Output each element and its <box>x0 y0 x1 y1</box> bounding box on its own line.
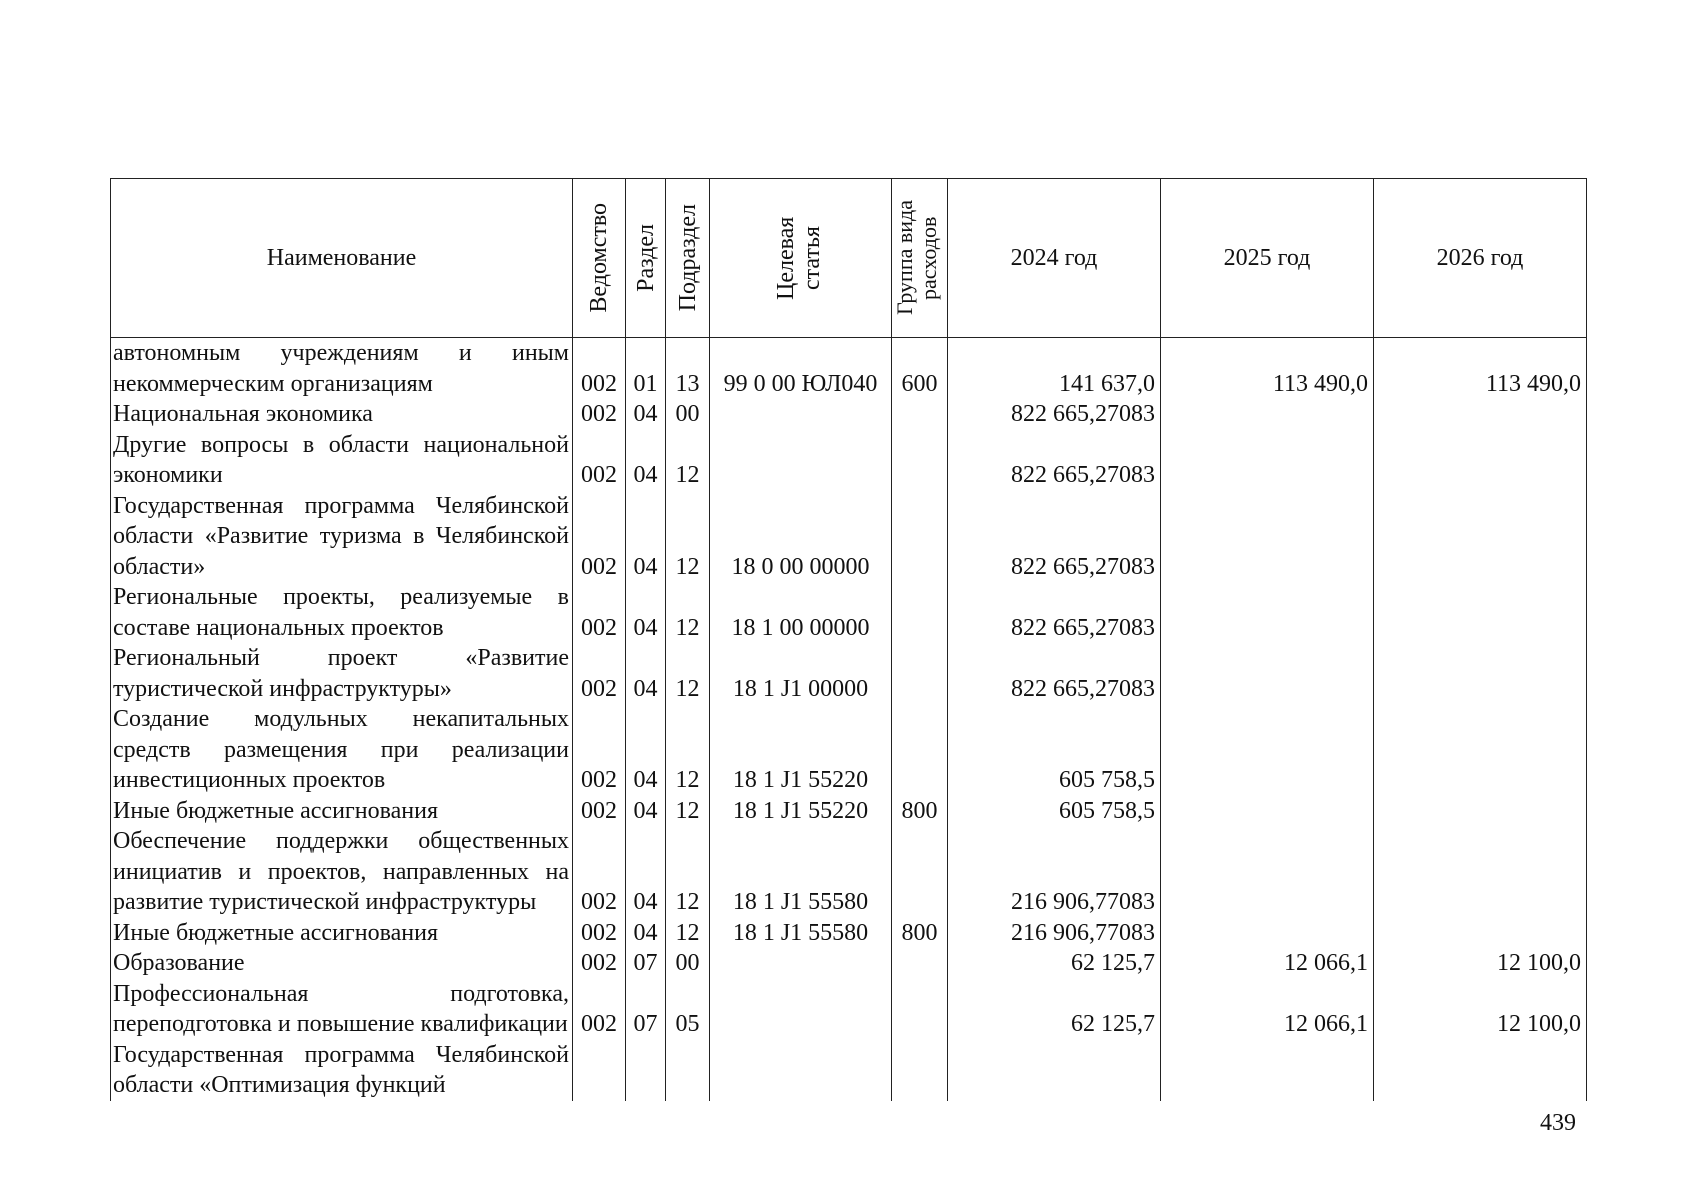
cell-razdel: 04 <box>626 796 666 827</box>
header-gruppa-vida-rashodov: Группа вида расходов <box>892 179 948 338</box>
cell-2025: 12 066,1 <box>1161 979 1374 1040</box>
cell-celevaya-statya: 18 1 J1 00000 <box>710 643 892 704</box>
header-2025: 2025 год <box>1161 179 1374 338</box>
cell-vedomstvo: 002 <box>573 338 626 400</box>
cell-vid-rashodov <box>892 979 948 1040</box>
header-2024: 2024 год <box>948 179 1161 338</box>
table-row <box>111 338 1587 400</box>
cell-vid-rashodov <box>892 826 948 918</box>
cell-vedomstvo: 002 <box>573 826 626 918</box>
cell-2024: 822 665,27083 <box>948 491 1161 583</box>
table-row <box>111 979 1587 1040</box>
cell-2025 <box>1161 430 1374 491</box>
cell-celevaya-statya: 18 0 00 00000 <box>710 491 892 583</box>
cell-vedomstvo: 002 <box>573 643 626 704</box>
cell-2026 <box>1374 430 1587 491</box>
cell-vedomstvo: 002 <box>573 796 626 827</box>
cell-razdel: 04 <box>626 918 666 949</box>
table-row <box>111 796 1587 827</box>
cell-vid-rashodov <box>892 948 948 979</box>
cell-2025 <box>1161 704 1374 796</box>
cell-name: Профессиональная подготовка, переподготовка и повышение квалификации <box>111 979 573 1040</box>
cell-razdel: 04 <box>626 643 666 704</box>
cell-podrazdel: 12 <box>666 582 710 643</box>
cell-2024: 62 125,7 <box>948 979 1161 1040</box>
cell-celevaya-statya: 18 1 J1 55220 <box>710 704 892 796</box>
header-2026: 2026 год <box>1374 179 1587 338</box>
cell-2025 <box>1161 582 1374 643</box>
cell-vedomstvo: 002 <box>573 704 626 796</box>
cell-podrazdel <box>666 1040 710 1101</box>
table-body <box>111 338 1587 1101</box>
table-row <box>111 918 1587 949</box>
cell-podrazdel: 00 <box>666 399 710 430</box>
cell-2026 <box>1374 1040 1587 1101</box>
cell-vedomstvo: 002 <box>573 948 626 979</box>
cell-name: Создание модульных некапитальных средств размещения при реализации инвестиционных проектов <box>111 704 573 796</box>
cell-vid-rashodov: 800 <box>892 796 948 827</box>
cell-razdel: 04 <box>626 826 666 918</box>
cell-razdel: 04 <box>626 704 666 796</box>
cell-2025 <box>1161 918 1374 949</box>
cell-2024: 141 637,0 <box>948 338 1161 400</box>
header-podrazdel: Подраздел <box>666 179 710 338</box>
cell-2026 <box>1374 399 1587 430</box>
table-row <box>111 704 1587 796</box>
cell-podrazdel: 12 <box>666 826 710 918</box>
cell-2026 <box>1374 918 1587 949</box>
cell-razdel: 01 <box>626 338 666 400</box>
cell-vid-rashodov <box>892 582 948 643</box>
cell-vedomstvo <box>573 1040 626 1101</box>
cell-2026 <box>1374 826 1587 918</box>
cell-celevaya-statya <box>710 430 892 491</box>
cell-celevaya-statya <box>710 979 892 1040</box>
cell-podrazdel: 13 <box>666 338 710 400</box>
cell-razdel <box>626 1040 666 1101</box>
cell-2024: 216 906,77083 <box>948 826 1161 918</box>
cell-2026 <box>1374 796 1587 827</box>
cell-2024: 62 125,7 <box>948 948 1161 979</box>
cell-name: Региональный проект «Развитие туристической инфраструктуры» <box>111 643 573 704</box>
cell-celevaya-statya <box>710 399 892 430</box>
cell-celevaya-statya <box>710 948 892 979</box>
table-row <box>111 643 1587 704</box>
cell-2026: 12 100,0 <box>1374 979 1587 1040</box>
cell-2024: 822 665,27083 <box>948 643 1161 704</box>
cell-2025 <box>1161 796 1374 827</box>
header-name: Наименование <box>111 179 573 338</box>
cell-2024: 822 665,27083 <box>948 399 1161 430</box>
budget-table <box>110 178 1587 1101</box>
cell-vid-rashodov <box>892 643 948 704</box>
cell-celevaya-statya: 18 1 00 00000 <box>710 582 892 643</box>
header-razdel: Раздел <box>626 179 666 338</box>
table-row <box>111 948 1587 979</box>
cell-vid-rashodov <box>892 1040 948 1101</box>
cell-celevaya-statya: 18 1 J1 55220 <box>710 796 892 827</box>
cell-podrazdel: 12 <box>666 643 710 704</box>
cell-razdel: 07 <box>626 979 666 1040</box>
cell-2026 <box>1374 704 1587 796</box>
cell-vedomstvo: 002 <box>573 582 626 643</box>
cell-name: Государственная программа Челябинской области «Развитие туризма в Челябинской области» <box>111 491 573 583</box>
cell-vedomstvo: 002 <box>573 430 626 491</box>
header-row <box>111 179 1587 338</box>
table-row <box>111 826 1587 918</box>
page-number: 439 <box>1540 1110 1576 1136</box>
cell-2024: 822 665,27083 <box>948 430 1161 491</box>
cell-2025 <box>1161 491 1374 583</box>
cell-2026 <box>1374 643 1587 704</box>
cell-2025 <box>1161 826 1374 918</box>
cell-2024: 216 906,77083 <box>948 918 1161 949</box>
cell-vid-rashodov <box>892 491 948 583</box>
cell-razdel: 07 <box>626 948 666 979</box>
cell-name: Иные бюджетные ассигнования <box>111 796 573 827</box>
cell-2026 <box>1374 582 1587 643</box>
table-row <box>111 491 1587 583</box>
header-celevaya-statya: Целевая статья <box>710 179 892 338</box>
cell-name: автономным учреждениям и иным некоммерческим организациям <box>111 338 573 400</box>
cell-vedomstvo: 002 <box>573 918 626 949</box>
cell-2026 <box>1374 491 1587 583</box>
cell-podrazdel: 12 <box>666 796 710 827</box>
cell-2026: 12 100,0 <box>1374 948 1587 979</box>
cell-name: Национальная экономика <box>111 399 573 430</box>
cell-2024: 605 758,5 <box>948 704 1161 796</box>
table-row <box>111 430 1587 491</box>
cell-celevaya-statya: 18 1 J1 55580 <box>710 918 892 949</box>
cell-podrazdel: 12 <box>666 491 710 583</box>
cell-celevaya-statya: 18 1 J1 55580 <box>710 826 892 918</box>
cell-vedomstvo: 002 <box>573 491 626 583</box>
cell-2025 <box>1161 1040 1374 1101</box>
cell-name: Государственная программа Челябинской области «Оптимизация функций <box>111 1040 573 1101</box>
table-row <box>111 1040 1587 1101</box>
cell-2026: 113 490,0 <box>1374 338 1587 400</box>
cell-vedomstvo: 002 <box>573 399 626 430</box>
cell-vedomstvo: 002 <box>573 979 626 1040</box>
table-row <box>111 399 1587 430</box>
cell-podrazdel: 05 <box>666 979 710 1040</box>
cell-name: Иные бюджетные ассигнования <box>111 918 573 949</box>
cell-2024: 822 665,27083 <box>948 582 1161 643</box>
cell-vid-rashodov: 600 <box>892 338 948 400</box>
cell-2025: 113 490,0 <box>1161 338 1374 400</box>
cell-name: Обеспечение поддержки общественных инициатив и проектов, направленных на развитие туристической инфраструктуры <box>111 826 573 918</box>
cell-2025 <box>1161 399 1374 430</box>
cell-podrazdel: 12 <box>666 918 710 949</box>
cell-celevaya-statya: 99 0 00 ЮЛ040 <box>710 338 892 400</box>
header-vedomstvo: Ведомство <box>573 179 626 338</box>
cell-vid-rashodov <box>892 430 948 491</box>
cell-vid-rashodov <box>892 704 948 796</box>
cell-name: Другие вопросы в области национальной экономики <box>111 430 573 491</box>
cell-podrazdel: 12 <box>666 704 710 796</box>
table-row <box>111 582 1587 643</box>
cell-razdel: 04 <box>626 491 666 583</box>
cell-razdel: 04 <box>626 582 666 643</box>
cell-name: Образование <box>111 948 573 979</box>
cell-razdel: 04 <box>626 430 666 491</box>
cell-celevaya-statya <box>710 1040 892 1101</box>
cell-name: Региональные проекты, реализуемые в составе национальных проектов <box>111 582 573 643</box>
cell-2025 <box>1161 643 1374 704</box>
cell-2024 <box>948 1040 1161 1101</box>
cell-2024: 605 758,5 <box>948 796 1161 827</box>
cell-podrazdel: 12 <box>666 430 710 491</box>
cell-vid-rashodov: 800 <box>892 918 948 949</box>
cell-razdel: 04 <box>626 399 666 430</box>
cell-vid-rashodov <box>892 399 948 430</box>
cell-podrazdel: 00 <box>666 948 710 979</box>
cell-2025: 12 066,1 <box>1161 948 1374 979</box>
